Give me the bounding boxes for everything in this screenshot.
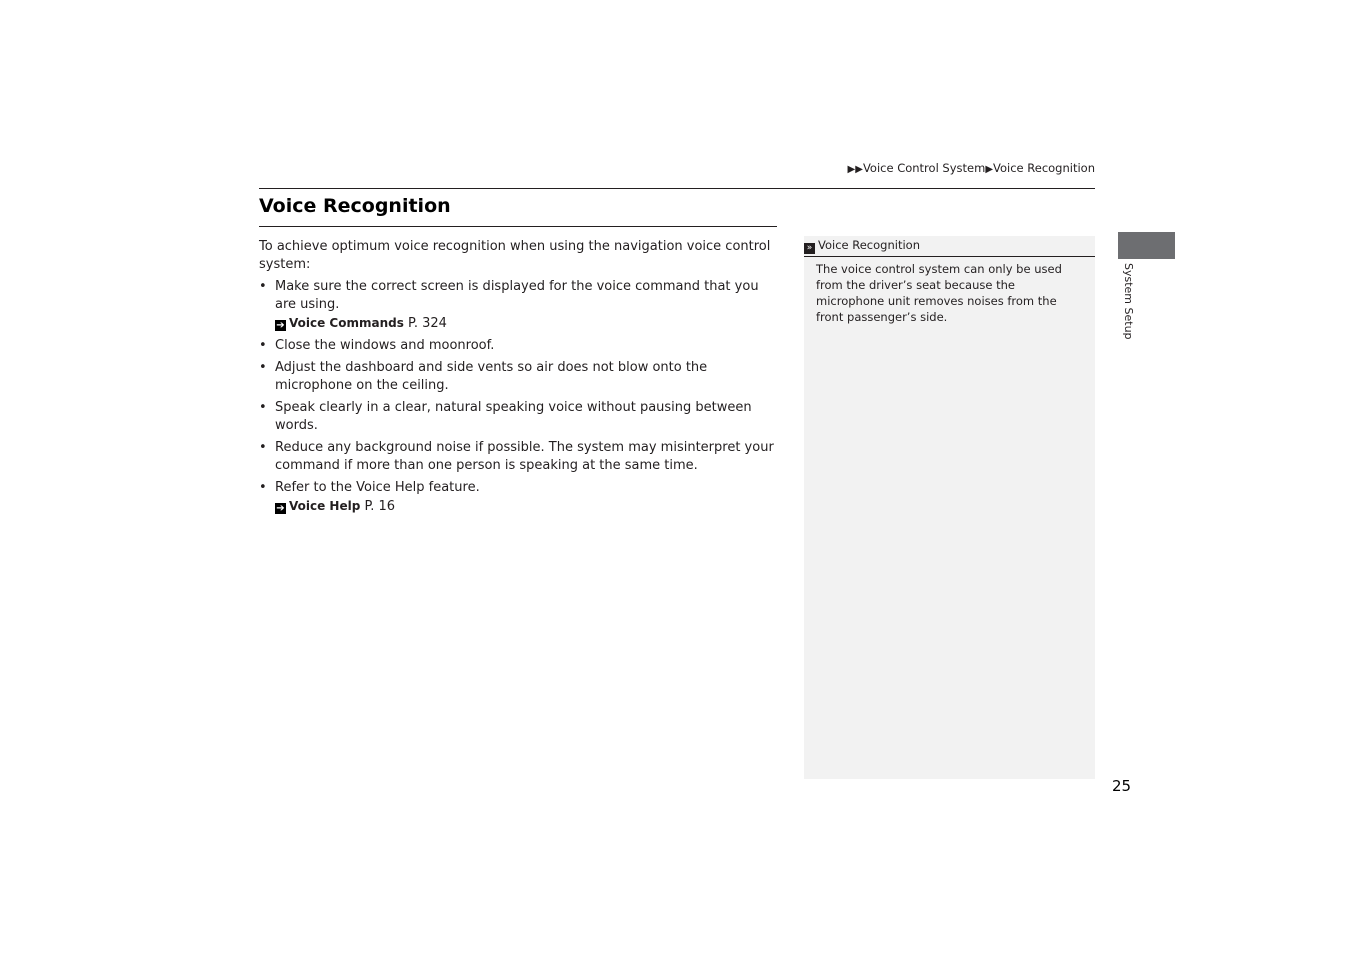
- page-title: Voice Recognition: [259, 195, 451, 217]
- note-marker-icon: »: [804, 243, 815, 254]
- section-tab[interactable]: [1118, 232, 1175, 259]
- list-item-text: Adjust the dashboard and side vents so air does not blow onto the microphone on the ceiling.: [275, 360, 708, 393]
- list-item-text: Close the windows and moonroof.: [275, 338, 495, 353]
- list-item: [259, 479, 777, 516]
- breadcrumb-separator-icon: ▶: [985, 164, 994, 175]
- title-divider: [259, 226, 777, 227]
- cross-reference-voice-help[interactable]: [275, 497, 777, 516]
- main-content: [259, 238, 777, 520]
- breadcrumb: [848, 161, 1095, 175]
- cross-reference-label[interactable]: Voice Commands: [289, 316, 404, 330]
- bullet-icon: •: [259, 400, 267, 415]
- header-divider: [259, 188, 1095, 189]
- sidebar-heading-text: Voice Recognition: [818, 238, 920, 252]
- list-item-text: Reduce any background noise if possible. The system may misinterpret your command if more than one person is speaking at the same time.: [275, 440, 774, 473]
- breadcrumb-arrows-icon: ▶▶: [847, 164, 863, 175]
- list-item-text: Refer to the Voice Help feature.: [275, 480, 480, 495]
- sidebar-note: [804, 236, 1095, 779]
- breadcrumb-current-page: Voice Recognition: [993, 161, 1095, 175]
- list-item: [259, 337, 777, 355]
- bullet-icon: •: [259, 279, 267, 294]
- intro-text: To achieve optimum voice recognition when using the navigation voice control system:: [259, 239, 771, 272]
- list-item: [259, 359, 777, 395]
- cross-reference-page[interactable]: P. 16: [364, 499, 396, 514]
- page-number: 25: [1112, 777, 1132, 795]
- bullet-icon: •: [259, 360, 267, 375]
- breadcrumb-section-link[interactable]: Voice Control System: [862, 161, 986, 175]
- list-item-text: Speak clearly in a clear, natural speaking voice without pausing between words.: [275, 400, 752, 433]
- cross-reference-page[interactable]: P. 324: [408, 316, 447, 331]
- bullet-icon: •: [259, 338, 267, 353]
- cross-reference-arrow-icon: ➔: [276, 320, 285, 331]
- bullet-icon: •: [259, 480, 267, 495]
- sidebar-body: The voice control system can only be used from the driver’s seat because the microphone unit removes noises from the front passenger’s side.: [816, 262, 1062, 324]
- instruction-list: [259, 278, 777, 516]
- list-item: [259, 399, 777, 435]
- list-item: [259, 278, 777, 333]
- list-item-text: Make sure the correct screen is displayed for the voice command that you are using.: [275, 279, 759, 312]
- sidebar-heading: [804, 236, 1095, 257]
- cross-reference-arrow-icon: ➔: [276, 503, 285, 514]
- section-tab-label: System Setup: [1122, 263, 1135, 340]
- list-item: [259, 439, 777, 475]
- cross-reference-voice-commands[interactable]: [275, 314, 777, 333]
- cross-reference-label[interactable]: Voice Help: [289, 499, 361, 513]
- bullet-icon: •: [259, 440, 267, 455]
